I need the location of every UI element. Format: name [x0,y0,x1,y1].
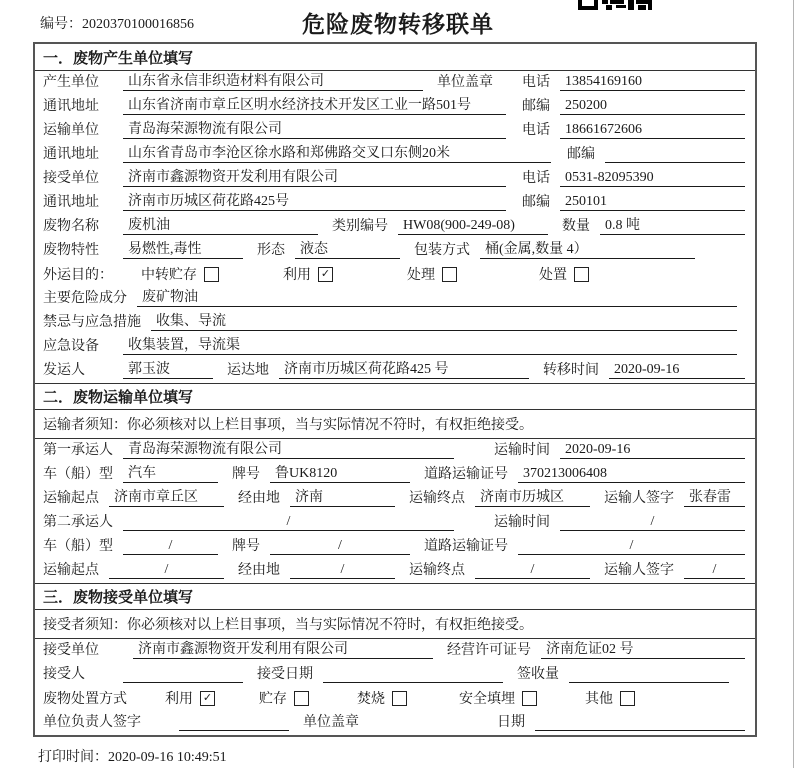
first-origin-label: 运输起点 [43,491,99,506]
signed-qty-label: 签收量 [517,667,559,682]
purpose-utilize-checkbox-checked: ✓ [318,267,333,282]
purpose-utilize-label: 利用 [283,268,311,283]
second-route-row [35,559,755,583]
transporter-notice: 运输者须知：你必须核对以上栏目事项，当与实际情况不符时，有权拒绝接受。 [35,410,755,439]
receiver-unit-value: 济南市鑫源物资开发利用有限公司 [123,166,506,187]
serial-label: 编号： [40,17,82,32]
first-vehicle-row [35,463,755,487]
first-plate-value: 鲁UK8120 [270,462,410,483]
serial-value: 2020370100016856 [82,17,194,32]
producer-unit-row [35,71,755,95]
producer-address-label: 通讯地址 [43,99,99,114]
second-road-permit-value: / [518,538,745,555]
second-road-permit-label: 道路运输证号 [424,539,508,554]
disposal-utilize-label: 利用 [165,692,193,707]
transporter-unit-value: 青岛海荣源物流有限公司 [123,118,506,139]
qr-code-fragment [578,0,652,10]
transfer-purpose-row [35,263,755,287]
accept-unit-label: 接受单位 [43,643,99,658]
disposal-landfill [459,688,537,708]
second-transport-time-value: / [560,514,745,531]
first-origin-value: 济南市章丘区 [109,486,224,507]
second-plate-value: / [270,538,410,555]
purpose-transfer-storage-label: 中转贮存 [141,268,197,283]
disposal-utilize [165,688,215,708]
receiver-zip-label: 邮编 [522,195,550,210]
transporter-address-value: 山东省青岛市李沧区徐水路和郑佛路交叉口东侧20米 [123,142,551,163]
second-carrier-label: 第二承运人 [43,515,113,530]
first-carrier-label: 第一承运人 [43,443,113,458]
second-vehicle-type-label: 车（船）型 [43,539,113,554]
unit-seal2-label: 单位盖章 [303,715,359,730]
waste-name-value: 废机油 [123,214,318,235]
acceptor-label: 接受人 [43,667,85,682]
acceptor-row [35,663,755,687]
waste-qty-value: 0.8 吨 [600,214,745,235]
hazard-component-row [35,287,755,311]
emergency-equipment-row [35,335,755,359]
contraindication-label: 禁忌与应急措施 [43,315,141,330]
first-carrier-value: 青岛海荣源物流有限公司 [123,438,454,459]
transfer-time-label: 转移时间 [543,363,599,378]
producer-zip-label: 邮编 [522,99,550,114]
second-terminus-label: 运输终点 [409,563,465,578]
transporter-address-label: 通讯地址 [43,147,99,162]
disposal-other-label: 其他 [585,692,613,707]
print-time-value: 2020-09-16 10:49:51 [108,750,227,765]
waste-property-label: 废物特性 [43,243,99,258]
packaging-value: 桶(金属,数量 4） [480,238,695,259]
second-via-value: / [290,562,395,579]
contraindication-row [35,311,755,335]
receiver-phone-value: 0531-82095390 [560,170,745,187]
emergency-equipment-label: 应急设备 [43,339,99,354]
first-carrier-sign-label: 运输人签字 [604,491,674,506]
disposal-method-row [35,687,755,711]
first-transport-time-value: 2020-09-16 [560,442,745,459]
second-vehicle-row [35,535,755,559]
date-label: 日期 [497,715,525,730]
waste-name-label: 废物名称 [43,219,99,234]
producer-phone-value: 13854169160 [560,74,745,91]
waste-property-value: 易燃性,毒性 [123,238,243,259]
first-vehicle-type-value: 汽车 [123,462,218,483]
consignor-value: 郭玉波 [123,358,213,379]
transporter-phone-label: 电话 [522,123,550,138]
receiver-phone-label: 电话 [522,171,550,186]
document-header [0,0,796,40]
receiver-address-label: 通讯地址 [43,195,99,210]
accept-date-label: 接受日期 [257,667,313,682]
responsible-sign-value [179,730,289,731]
disposal-other [585,688,635,708]
waste-form-value: 液态 [295,238,400,259]
first-plate-label: 牌号 [232,467,260,482]
emergency-equipment-value: 收集装置，导流渠 [123,334,737,355]
first-carrier-sign-value: 张春雷 [684,486,745,507]
page-edge-line [793,0,794,768]
second-carrier-sign-label: 运输人签字 [604,563,674,578]
receiver-unit-label: 接受单位 [43,171,99,186]
purpose-transfer-storage-checkbox [204,267,219,282]
purpose-utilize [283,264,333,284]
receiver-zip-value: 250101 [560,194,745,211]
document-title: 危险废物转移联单 [302,12,494,37]
transporter-phone-value: 18661672606 [560,122,745,139]
second-origin-value: / [109,562,224,579]
second-origin-label: 运输起点 [43,563,99,578]
disposal-storage [259,688,309,708]
receiver-address-value: 济南市历城区荷花路425号 [123,190,506,211]
waste-name-row [35,215,755,239]
waste-qty-label: 数量 [562,219,590,234]
responsible-sign-row [35,711,755,735]
section2-header: 二．废物运输单位填写 [35,383,755,410]
first-route-row [35,487,755,511]
receiver-address-row [35,191,755,215]
first-via-label: 经由地 [238,491,280,506]
second-terminus-value: / [475,562,590,579]
transfer-purpose-label: 外运目的： [43,268,113,283]
first-vehicle-type-label: 车（船）型 [43,467,113,482]
purpose-treat-checkbox [442,267,457,282]
disposal-utilize-checkbox-checked: ✓ [200,691,215,706]
destination-value: 济南市历城区荷花路425 号 [279,358,529,379]
license-label: 经营许可证号 [447,643,531,658]
purpose-treat [407,264,457,284]
purpose-dispose-label: 处置 [539,268,567,283]
waste-property-row [35,239,755,263]
manifest-table [33,42,757,737]
date-value [535,730,745,731]
print-time [38,746,227,766]
unit-seal-label: 单位盖章 [437,75,493,90]
disposal-landfill-label: 安全填埋 [459,692,515,707]
purpose-dispose-checkbox [574,267,589,282]
packaging-label: 包装方式 [414,243,470,258]
second-vehicle-type-value: / [123,538,218,555]
producer-address-value: 山东省济南市章丘区明水经济技术开发区工业一路501号 [123,94,506,115]
hazard-component-value: 废矿物油 [137,286,737,307]
consignor-label: 发运人 [43,363,85,378]
purpose-dispose [539,264,589,284]
transporter-address-row [35,143,755,167]
second-carrier-row [35,511,755,535]
disposal-method-label: 废物处置方式 [43,692,127,707]
transfer-time-value: 2020-09-16 [609,362,745,379]
transporter-unit-row [35,119,755,143]
serial-number [40,13,194,33]
contraindication-value: 收集、导流 [151,310,737,331]
producer-address-row [35,95,755,119]
first-transport-time-label: 运输时间 [494,443,550,458]
accept-unit-row [35,639,755,663]
waste-form-label: 形态 [257,243,285,258]
second-via-label: 经由地 [238,563,280,578]
responsible-sign-label: 单位负责人签字 [43,715,141,730]
first-carrier-row [35,439,755,463]
accept-date-value [323,682,503,683]
second-carrier-sign-value: / [684,562,745,579]
acceptor-value [123,682,243,683]
producer-phone-label: 电话 [522,75,550,90]
purpose-treat-label: 处理 [407,268,435,283]
signed-qty-value [569,682,729,683]
first-terminus-label: 运输终点 [409,491,465,506]
transporter-unit-label: 运输单位 [43,123,99,138]
license-value: 济南危证02 号 [541,638,745,659]
consignor-row [35,359,755,383]
second-transport-time-label: 运输时间 [494,515,550,530]
receiver-unit-row [35,167,755,191]
disposal-landfill-checkbox [522,691,537,706]
first-road-permit-label: 道路运输证号 [424,467,508,482]
transporter-zip-value [605,162,745,163]
disposal-other-checkbox [620,691,635,706]
disposal-storage-checkbox [294,691,309,706]
producer-zip-value: 250200 [560,98,745,115]
disposal-incinerate-checkbox [392,691,407,706]
purpose-transfer-storage [141,264,219,284]
waste-code-label: 类别编号 [332,219,388,234]
accept-unit-value: 济南市鑫源物资开发利用有限公司 [133,638,433,659]
destination-label: 运达地 [227,363,269,378]
first-road-permit-value: 370213006408 [518,466,745,483]
transporter-zip-label: 邮编 [567,147,595,162]
print-time-label: 打印时间： [38,750,108,765]
disposal-storage-label: 贮存 [259,692,287,707]
producer-unit-label: 产生单位 [43,75,99,90]
waste-code-value: HW08(900-249-08) [398,218,548,235]
hazard-component-label: 主要危险成分 [43,291,127,306]
receiver-notice: 接受者须知：你必须核对以上栏目事项，当与实际情况不符时，有权拒绝接受。 [35,610,755,639]
first-terminus-value: 济南市历城区 [475,486,590,507]
producer-unit-value: 山东省永信非织造材料有限公司 [123,70,423,91]
disposal-incinerate-label: 焚烧 [357,692,385,707]
disposal-incinerate [357,688,407,708]
first-via-value: 济南 [290,486,395,507]
section3-header: 三．废物接受单位填写 [35,583,755,610]
second-carrier-value: / [123,514,454,531]
second-plate-label: 牌号 [232,539,260,554]
section1-header: 一．废物产生单位填写 [35,44,755,71]
